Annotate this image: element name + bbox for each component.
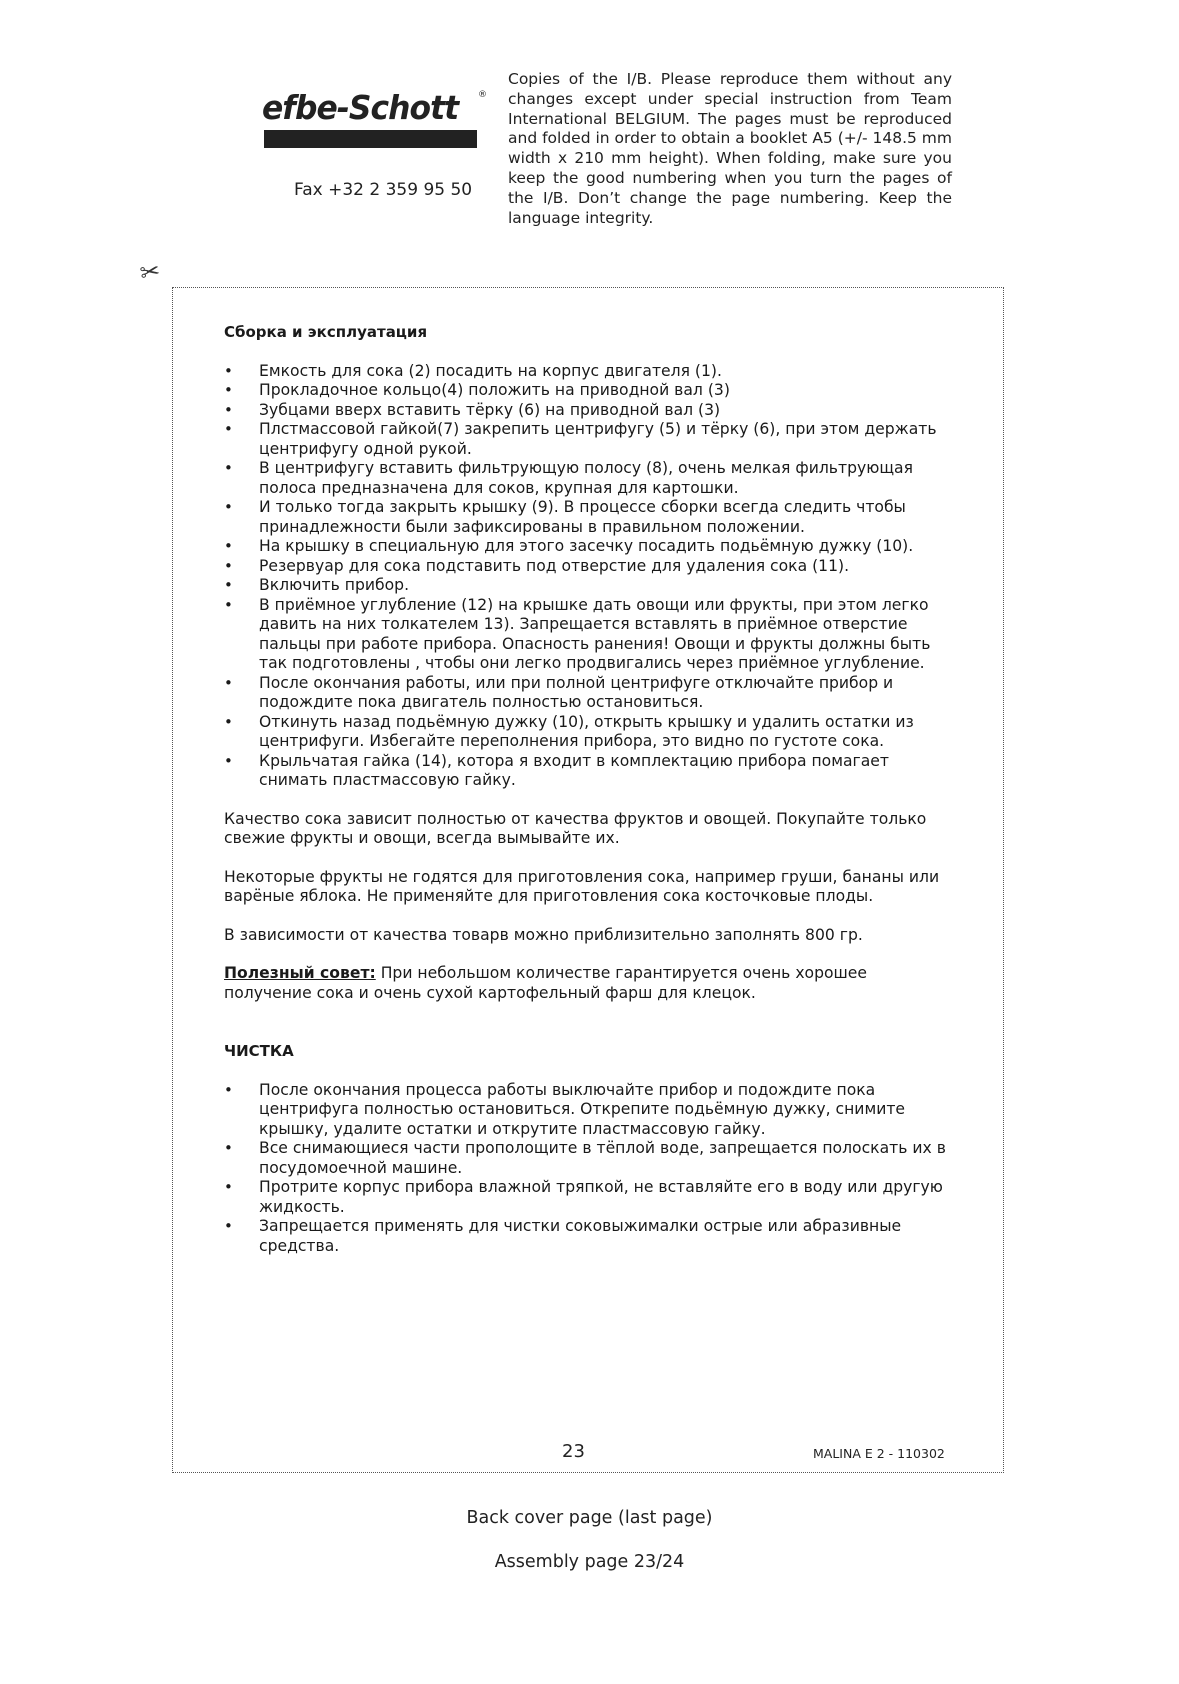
useful-tip-paragraph (224, 964, 954, 1003)
useful-tip-label: Полезный совет: (224, 964, 376, 982)
list-item: • Резервуар для сока подставить под отверстие для удаления сока (11). (224, 557, 954, 577)
list-item: • Крыльчатая гайка (14), котора я входит в комплектацию прибора помагает снимать пластмассовую гайку. (224, 752, 954, 791)
list-item: • Все снимающиеся части прополощите в тёплой воде, запрещается полоскать их в посудомоечной машине. (224, 1139, 954, 1178)
list-item: • Прокладочное кольцо(4) положить на приводной вал (3) (224, 381, 954, 401)
fax-number: Fax +32 2 359 95 50 (294, 180, 473, 200)
logo-wordmark: efbe-Schott (262, 88, 459, 127)
model-code: MALINA E 2 - 110302 (813, 1446, 945, 1461)
assembly-list (224, 362, 954, 791)
list-item: • Протрите корпус прибора влажной тряпкой, не вставляйте его в воду или другую жидкость. (224, 1178, 954, 1217)
list-item: • В приёмное углубление (12) на крышке дать овощи или фрукты, при этом легко давить на них толкателем 13). Запрещается вставлять в приёмное отверстие пальцы при работе прибора. Опасность ранения! Овощи и фрукты должны быть так подготовлены , чтобы они легко продвигались через приёмное углубление. (224, 596, 954, 674)
brand-logo (262, 88, 487, 154)
scissors-icon: ✂ (137, 256, 163, 288)
list-item: • Запрещается применять для чистки соковыжималки острые или абразивные средства. (224, 1217, 954, 1256)
list-item: • Включить прибор. (224, 576, 954, 596)
capacity-paragraph: В зависимости от качества товарв можно приблизительно заполнять 800 гр. (224, 925, 863, 944)
list-item: • Откинуть назад подьёмную дужку (10), открыть крышку и удалить остатки из центрифуги. Избегайте переполнения прибора, это видно по густоте сока. (224, 713, 954, 752)
list-item: • После окончания работы, или при полной центрифуге отключайте прибор и подождите пока двигатель полностью остановиться. (224, 674, 954, 713)
cleaning-list (224, 1081, 954, 1257)
list-item: • После окончания процесса работы выключайте прибор и подождите пока центрифуга полностью остановиться. Открепите подьёмную дужку, снимите крышку, удалите остатки и открутите пластмассовую гайку. (224, 1081, 954, 1140)
list-item: • И только тогда закрыть крышку (9). В процессе сборки всегда следить чтобы принадлежности были зафиксированы в правильном положении. (224, 498, 954, 537)
list-item: • На крышку в специальную для этого засечку посадить подьёмную дужку (10). (224, 537, 954, 557)
assembly-page-note: Assembly page 23/24 (494, 1552, 685, 1572)
registered-mark: ® (478, 90, 487, 100)
juice-quality-paragraph: Качество сока зависит полностью от качества фруктов и овощей. Покупайте только свежие фрукты и овощи, всегда вымывайте их. (224, 809, 927, 847)
logo-underline-bar (264, 130, 477, 148)
list-item: • Емкость для сока (2) посадить на корпус двигателя (1). (224, 362, 954, 382)
unsuitable-fruits-paragraph: Некоторые фрукты не годятся для приготовления сока, например груши, бананы или варёные яблока. Не применяйте для приготовления сока косточковые плоды. (224, 867, 940, 905)
copies-instructions: Copies of the I/B. Please reproduce them without any changes except under special instruction from Team International BELGIUM. The pages must be reproduced and folded in order to obtain a booklet A5 (+/- 148.5 mm width x 210 mm height). When folding, make sure you keep the good numbering when you turn the pages of the I/B. Don’t change the page numbering. Keep the language integrity. (508, 70, 952, 227)
useful-tip-text: При небольшом количестве гарантируется очень хорошее получение сока и очень сухой картофельный фарш для клецок. (224, 964, 867, 1002)
page-content (224, 323, 954, 1256)
page-number: 23 (562, 1441, 585, 1462)
list-item: • Плстмассовой гайкой(7) закрепить центрифугу (5) и тёрку (6), при этом держать центрифугу одной рукой. (224, 420, 954, 459)
assembly-heading: Сборка и эксплуатация (224, 323, 428, 341)
list-item: • Зубцами вверх вставить тёрку (6) на приводной вал (3) (224, 401, 954, 421)
back-cover-note: Back cover page (last page) (466, 1508, 713, 1528)
cleaning-heading: ЧИСТКА (224, 1042, 294, 1060)
list-item: • В центрифугу вставить фильтрующую полосу (8), очень мелкая фильтрующая полоса предназначена для соков, крупная для картошки. (224, 459, 954, 498)
